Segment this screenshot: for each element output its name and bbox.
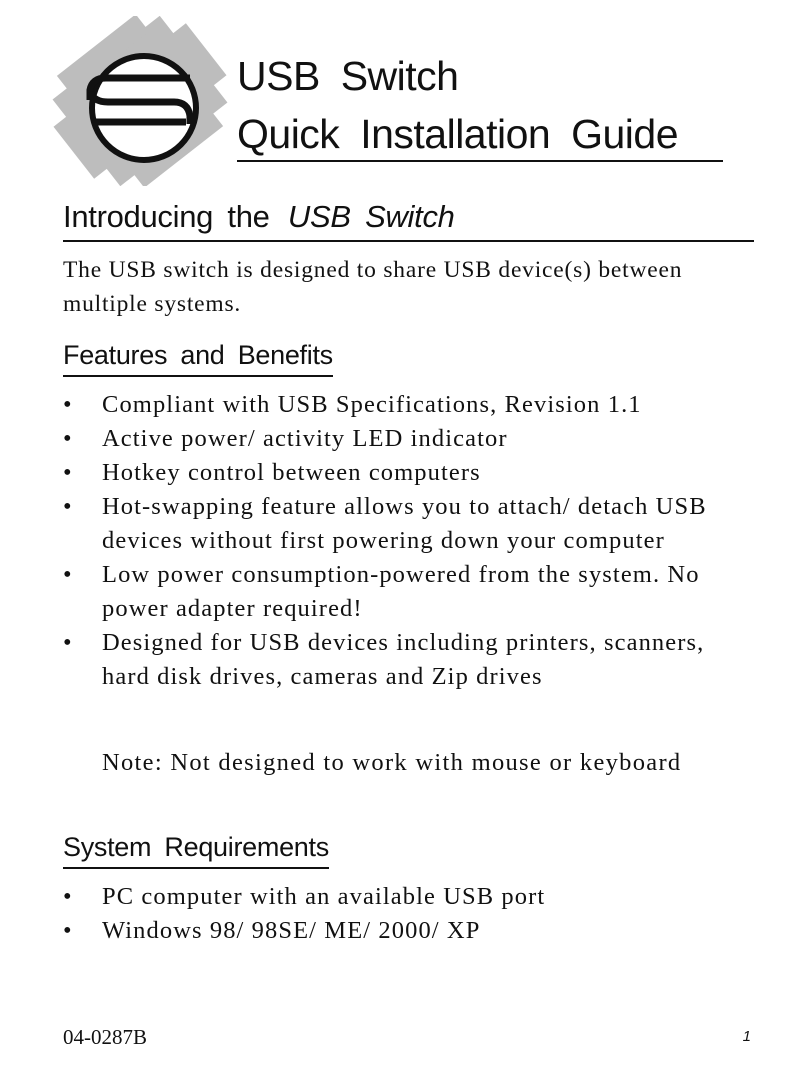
list-item-text: Windows 98/ 98SE/ ME/ 2000/ XP xyxy=(102,917,481,944)
features-heading: Features and Benefits xyxy=(63,338,333,377)
page-number: 1 xyxy=(742,1028,751,1045)
list-item-text: Hot-swapping feature allows you to attach/ detach USB devices without first powering down your computer xyxy=(102,493,707,554)
requirements-heading: System Requirements xyxy=(63,830,329,869)
list-item xyxy=(63,558,757,626)
list-item-text: Hotkey control between computers xyxy=(102,459,481,486)
list-item-text: Compliant with USB Specifications, Revision 1.1 xyxy=(102,391,642,418)
document-subtitle: Quick Installation Guide xyxy=(237,111,679,157)
list-item xyxy=(63,914,757,948)
list-item xyxy=(63,388,757,422)
bullet-icon: • xyxy=(63,917,73,944)
list-item xyxy=(63,456,757,490)
bullet-icon: • xyxy=(63,493,73,520)
list-item-text: PC computer with an available USB port xyxy=(102,883,546,910)
bullet-icon: • xyxy=(63,883,73,910)
list-item xyxy=(63,626,757,694)
bullet-icon: • xyxy=(63,459,73,486)
list-item-text: Low power consumption-powered from the system. No power adapter required! xyxy=(102,561,700,622)
intro-heading-product: USB Switch xyxy=(287,199,455,234)
intro-heading xyxy=(63,198,455,236)
list-item xyxy=(63,422,757,456)
bullet-icon: • xyxy=(63,561,73,588)
list-item-text: Active power/ activity LED indicator xyxy=(102,425,508,452)
list-item-text: Designed for USB devices including printers, scanners, hard disk drives, cameras and Zip drives xyxy=(102,629,705,690)
bullet-icon: • xyxy=(63,629,73,656)
list-item xyxy=(63,490,757,558)
intro-paragraph: The USB switch is designed to share USB device(s) between multiple systems. xyxy=(63,257,683,317)
requirements-list xyxy=(63,880,757,948)
siig-s-logo-icon xyxy=(50,16,230,186)
intro-heading-prefix: Introducing the xyxy=(63,199,270,234)
bullet-icon: • xyxy=(63,391,73,418)
bullet-icon: • xyxy=(63,425,73,452)
intro-divider xyxy=(63,240,754,242)
features-list xyxy=(63,388,757,694)
document-number: 04-0287B xyxy=(63,1025,147,1049)
features-note: Note: Not designed to work with mouse or keyboard xyxy=(102,749,682,776)
list-item xyxy=(63,880,757,914)
document-title: USB Switch xyxy=(237,53,459,99)
title-divider xyxy=(237,160,723,162)
